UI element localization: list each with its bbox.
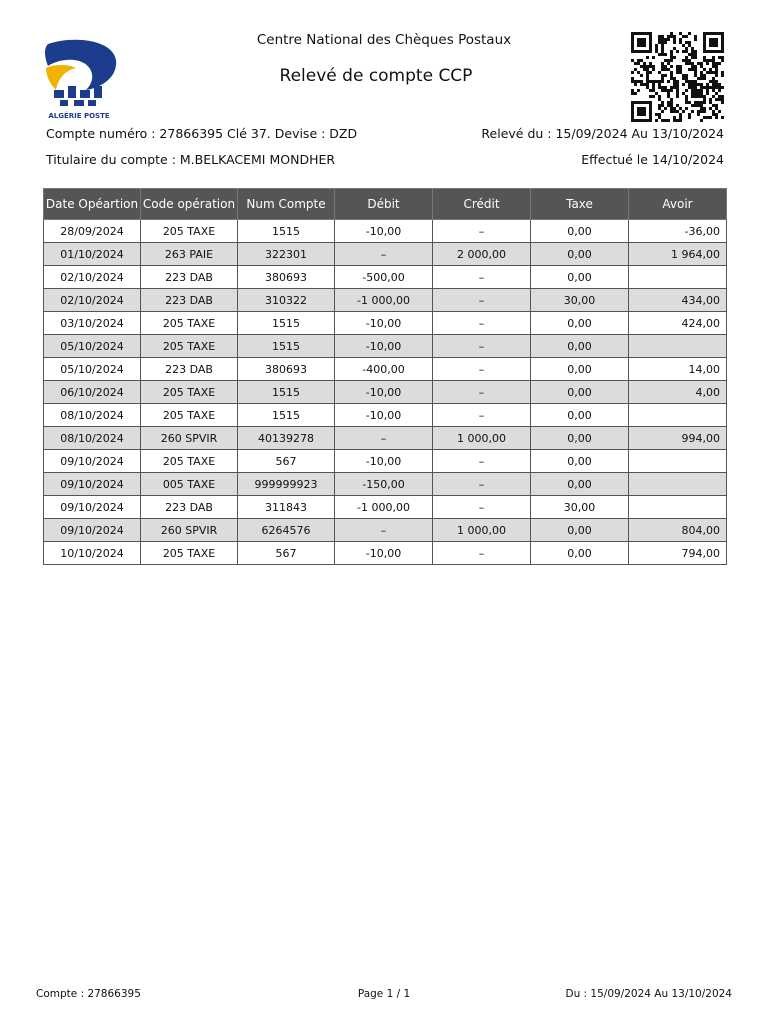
cell-date: 08/10/2024 (44, 427, 141, 450)
cell-debit: -10,00 (335, 542, 433, 565)
cell-tax: 0,00 (531, 335, 629, 358)
cell-date: 28/09/2024 (44, 220, 141, 243)
table-row (44, 542, 727, 565)
cell-balance (629, 266, 727, 289)
cell-credit: – (433, 358, 531, 381)
cell-credit: – (433, 381, 531, 404)
cell-code: 205 TAXE (141, 381, 238, 404)
cell-debit: -400,00 (335, 358, 433, 381)
cell-credit: – (433, 450, 531, 473)
col-header-account: Num Compte (238, 189, 335, 220)
issue-date: Effectué le 14/10/2024 (581, 152, 724, 167)
cell-debit: -10,00 (335, 404, 433, 427)
cell-balance (629, 473, 727, 496)
cell-balance (629, 335, 727, 358)
cell-code: 205 TAXE (141, 542, 238, 565)
cell-tax: 30,00 (531, 496, 629, 519)
cell-balance: -36,00 (629, 220, 727, 243)
cell-debit: -10,00 (335, 450, 433, 473)
cell-code: 205 TAXE (141, 312, 238, 335)
cell-date: 06/10/2024 (44, 381, 141, 404)
cell-credit: – (433, 220, 531, 243)
cell-account: 380693 (238, 358, 335, 381)
cell-code: 205 TAXE (141, 220, 238, 243)
cell-account: 999999923 (238, 473, 335, 496)
table-row (44, 289, 727, 312)
cell-account: 6264576 (238, 519, 335, 542)
cell-balance: 1 964,00 (629, 243, 727, 266)
cell-balance: 4,00 (629, 381, 727, 404)
cell-code: 005 TAXE (141, 473, 238, 496)
cell-balance: 14,00 (629, 358, 727, 381)
cell-balance: 424,00 (629, 312, 727, 335)
cell-tax: 0,00 (531, 450, 629, 473)
cell-debit: -10,00 (335, 381, 433, 404)
cell-debit: -10,00 (335, 220, 433, 243)
cell-account: 567 (238, 450, 335, 473)
cell-account: 311843 (238, 496, 335, 519)
cell-debit: -1 000,00 (335, 496, 433, 519)
statement-period: Relevé du : 15/09/2024 Au 13/10/2024 (481, 126, 724, 141)
cell-tax: 0,00 (531, 358, 629, 381)
cell-tax: 30,00 (531, 289, 629, 312)
table-row (44, 266, 727, 289)
table-row (44, 473, 727, 496)
cell-debit: -10,00 (335, 335, 433, 358)
cell-code: 260 SPVIR (141, 427, 238, 450)
organization-name: Centre National des Chèques Postaux (256, 32, 512, 48)
cell-debit: – (335, 519, 433, 542)
cell-balance (629, 450, 727, 473)
cell-tax: 0,00 (531, 404, 629, 427)
table-row (44, 496, 727, 519)
cell-debit: -10,00 (335, 312, 433, 335)
cell-balance: 804,00 (629, 519, 727, 542)
cell-account: 322301 (238, 243, 335, 266)
cell-balance (629, 496, 727, 519)
cell-code: 205 TAXE (141, 450, 238, 473)
cell-balance: 994,00 (629, 427, 727, 450)
cell-credit: – (433, 496, 531, 519)
cell-credit: – (433, 289, 531, 312)
account-number: Compte numéro : 27866395 Clé 37. Devise : DZD (46, 126, 358, 141)
cell-tax: 0,00 (531, 381, 629, 404)
cell-date: 02/10/2024 (44, 289, 141, 312)
cell-code: 223 DAB (141, 266, 238, 289)
cell-date: 10/10/2024 (44, 542, 141, 565)
cell-account: 1515 (238, 335, 335, 358)
cell-date: 03/10/2024 (44, 312, 141, 335)
table-row (44, 427, 727, 450)
table-row (44, 381, 727, 404)
cell-tax: 0,00 (531, 519, 629, 542)
account-holder: Titulaire du compte : M.BELKACEMI MONDHER (46, 152, 336, 167)
cell-tax: 0,00 (531, 473, 629, 496)
cell-tax: 0,00 (531, 220, 629, 243)
cell-account: 1515 (238, 220, 335, 243)
cell-credit: – (433, 542, 531, 565)
cell-account: 310322 (238, 289, 335, 312)
cell-code: 223 DAB (141, 496, 238, 519)
cell-date: 08/10/2024 (44, 404, 141, 427)
cell-date: 09/10/2024 (44, 519, 141, 542)
footer-account: Compte : 27866395 (36, 988, 141, 1000)
cell-credit: – (433, 266, 531, 289)
col-header-debit: Débit (335, 189, 433, 220)
cell-tax: 0,00 (531, 427, 629, 450)
footer-page-number: Page 1 / 1 (357, 988, 411, 1000)
footer-period: Du : 15/09/2024 Au 13/10/2024 (565, 988, 732, 1000)
cell-account: 40139278 (238, 427, 335, 450)
table-row (44, 243, 727, 266)
table-row (44, 312, 727, 335)
table-row (44, 450, 727, 473)
cell-code: 260 SPVIR (141, 519, 238, 542)
col-header-credit: Crédit (433, 189, 531, 220)
cell-credit: – (433, 404, 531, 427)
cell-account: 1515 (238, 404, 335, 427)
operations-table (43, 188, 727, 565)
cell-date: 05/10/2024 (44, 358, 141, 381)
cell-account: 567 (238, 542, 335, 565)
cell-tax: 0,00 (531, 542, 629, 565)
cell-date: 09/10/2024 (44, 496, 141, 519)
cell-credit: 1 000,00 (433, 427, 531, 450)
table-header-row (44, 189, 727, 220)
col-header-balance: Avoir (629, 189, 727, 220)
cell-date: 05/10/2024 (44, 335, 141, 358)
operations-table-body (44, 220, 727, 565)
table-row (44, 358, 727, 381)
col-header-tax: Taxe (531, 189, 629, 220)
cell-account: 380693 (238, 266, 335, 289)
col-header-date: Date Opéartion (44, 189, 141, 220)
cell-balance (629, 404, 727, 427)
cell-code: 205 TAXE (141, 335, 238, 358)
cell-credit: – (433, 335, 531, 358)
cell-date: 09/10/2024 (44, 450, 141, 473)
cell-date: 09/10/2024 (44, 473, 141, 496)
cell-credit: – (433, 473, 531, 496)
cell-code: 205 TAXE (141, 404, 238, 427)
cell-tax: 0,00 (531, 243, 629, 266)
cell-debit: -150,00 (335, 473, 433, 496)
cell-balance: 434,00 (629, 289, 727, 312)
logo-text: ALGÉRIE POSTE (48, 112, 110, 120)
cell-account: 1515 (238, 381, 335, 404)
table-row (44, 335, 727, 358)
cell-tax: 0,00 (531, 266, 629, 289)
cell-debit: -1 000,00 (335, 289, 433, 312)
document-title: Relevé de compte CCP (279, 66, 473, 86)
cell-code: 223 DAB (141, 289, 238, 312)
cell-code: 263 PAIE (141, 243, 238, 266)
cell-credit: 1 000,00 (433, 519, 531, 542)
table-row (44, 404, 727, 427)
cell-credit: – (433, 312, 531, 335)
cell-debit: – (335, 427, 433, 450)
cell-date: 01/10/2024 (44, 243, 141, 266)
table-row (44, 220, 727, 243)
qr-code-icon (630, 32, 726, 122)
cell-date: 02/10/2024 (44, 266, 141, 289)
cell-account: 1515 (238, 312, 335, 335)
table-row (44, 519, 727, 542)
cell-debit: – (335, 243, 433, 266)
cell-code: 223 DAB (141, 358, 238, 381)
cell-debit: -500,00 (335, 266, 433, 289)
cell-balance: 794,00 (629, 542, 727, 565)
col-header-code: Code opération (141, 189, 238, 220)
cell-tax: 0,00 (531, 312, 629, 335)
cell-credit: 2 000,00 (433, 243, 531, 266)
